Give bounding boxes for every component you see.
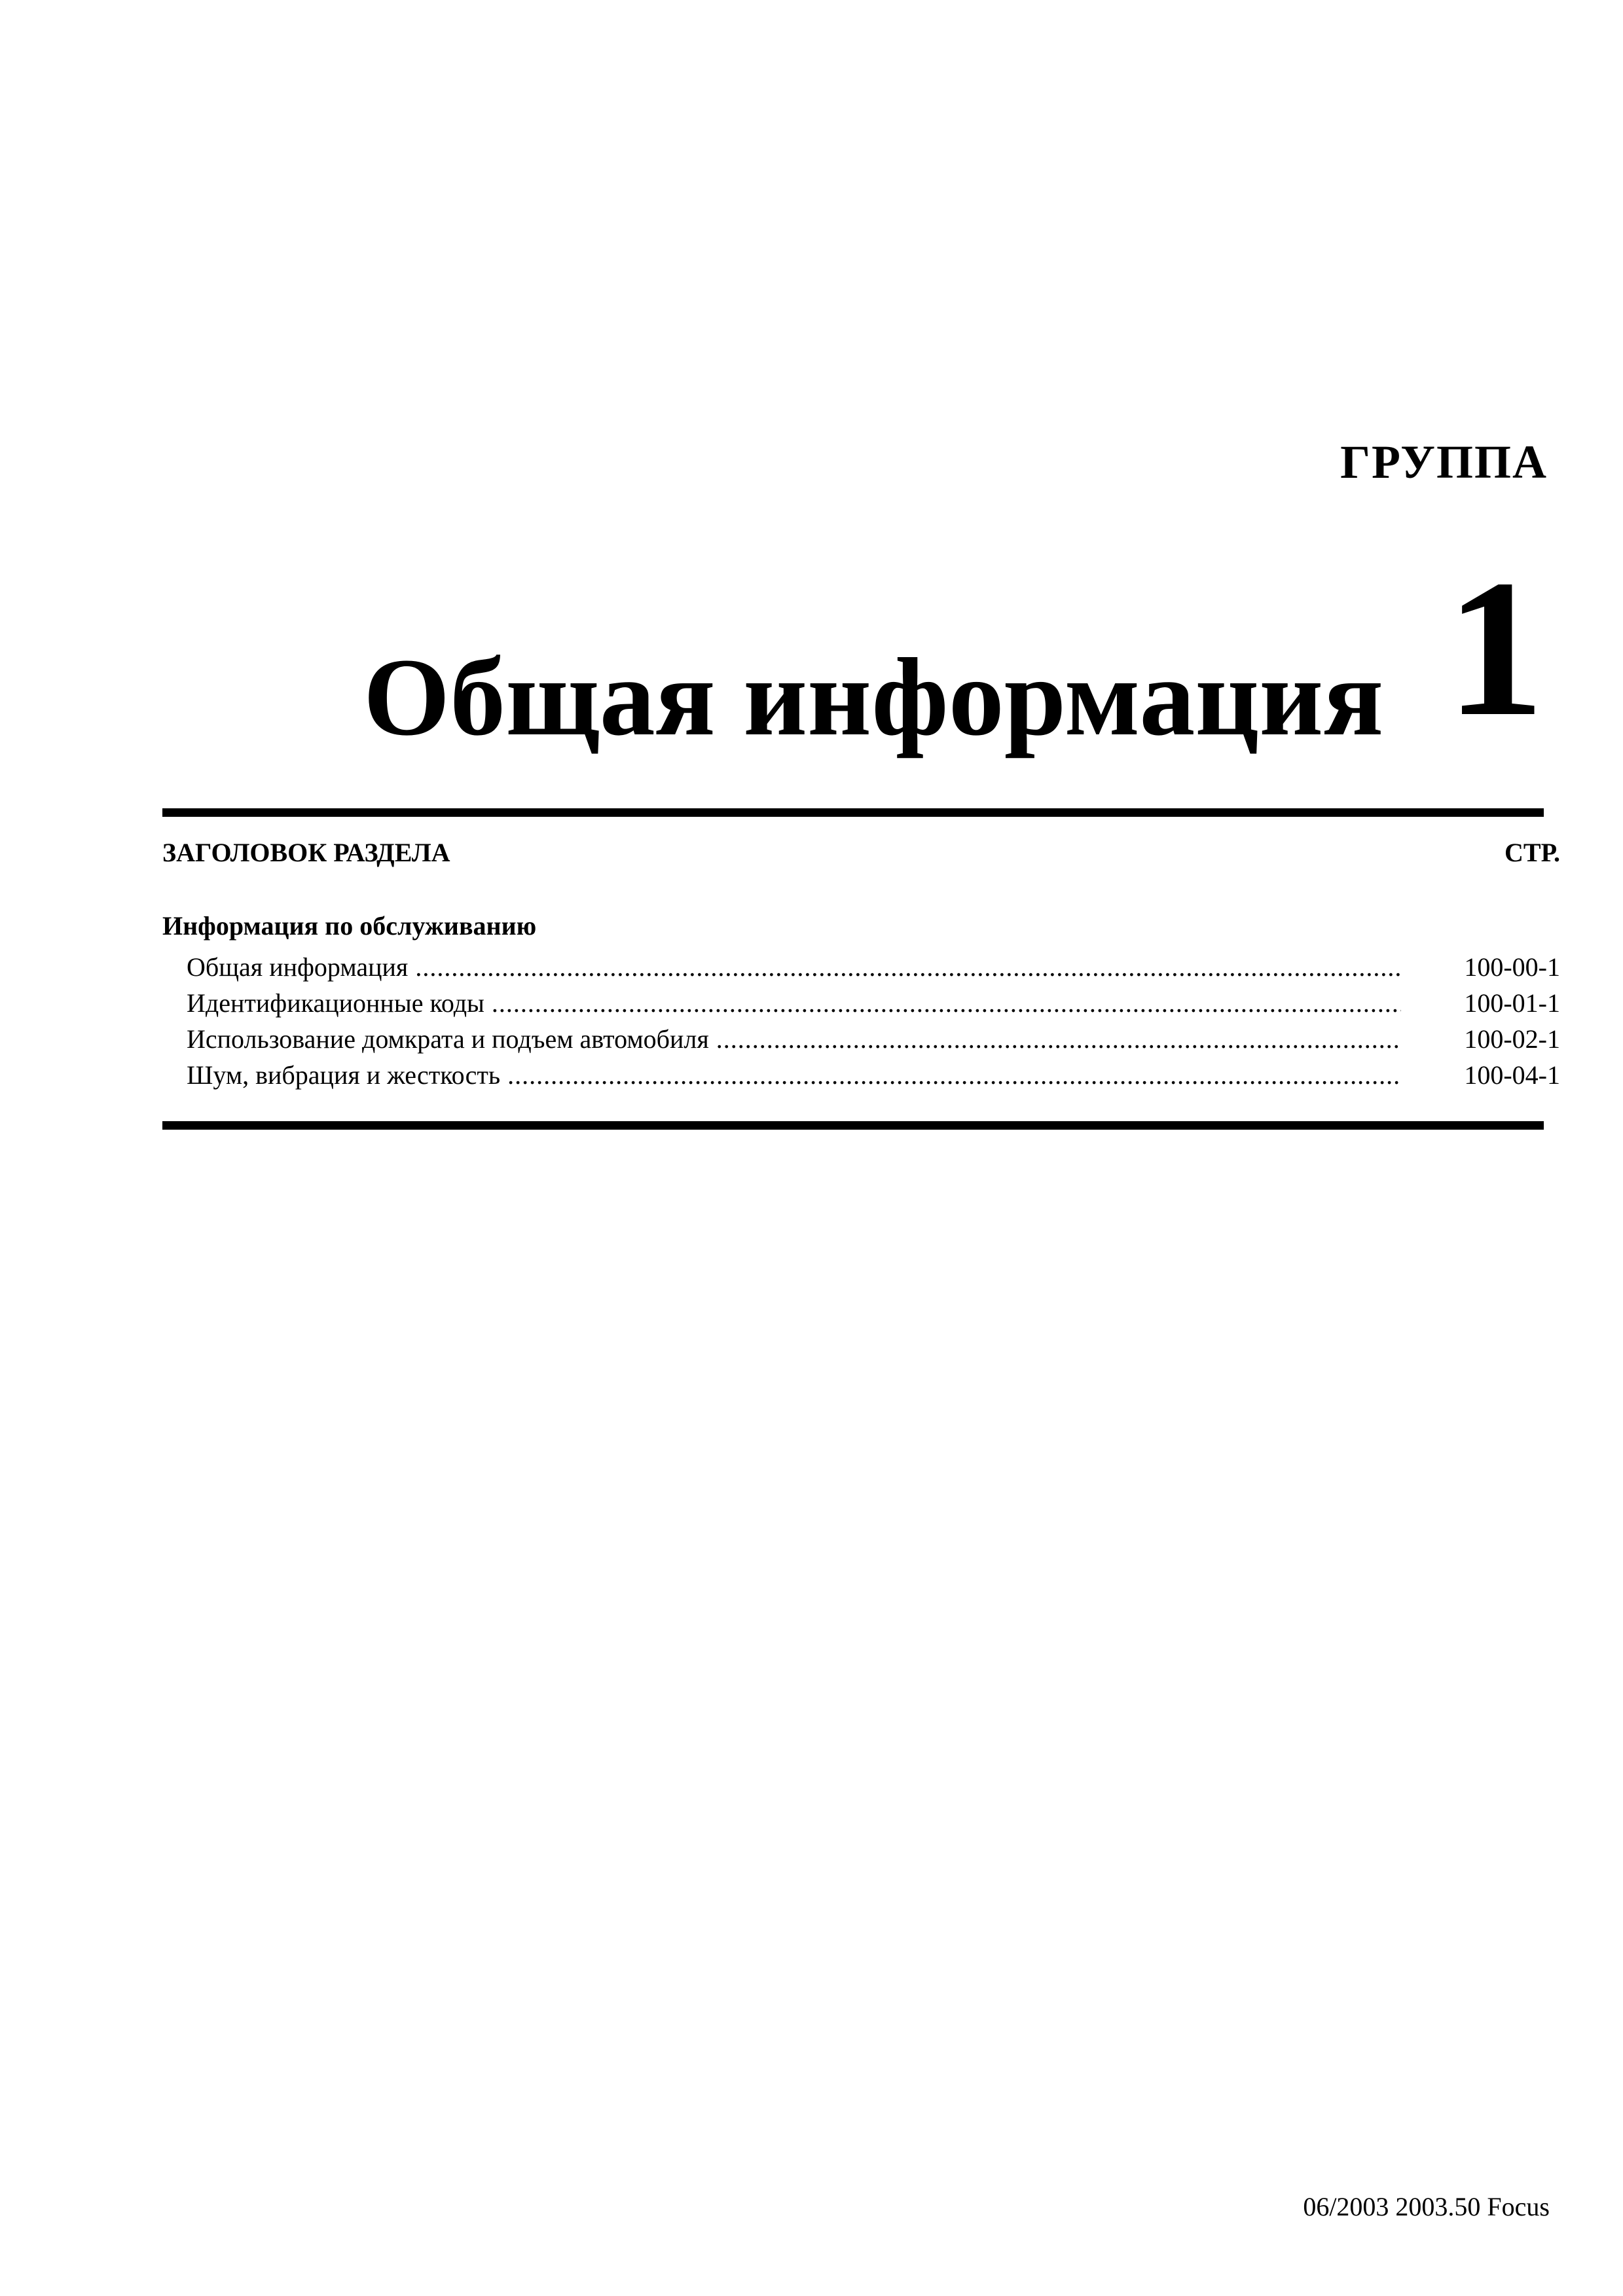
bottom-divider [162,1121,1544,1130]
toc-column-title: ЗАГОЛОВОК РАЗДЕЛА [162,838,450,867]
toc-entry-title: Идентификационные коды ..... [187,985,1401,1021]
toc-entry[interactable] [187,1057,1560,1093]
toc-list [187,949,1560,1093]
toc-entry-title: Общая информация ..... [187,949,1401,985]
toc-entry[interactable] [187,1021,1560,1057]
top-divider [162,808,1544,817]
toc-entry-title: Использование домкрата и подъем автомобиля ..... [187,1021,1401,1057]
toc-column-page: СТР. [1504,838,1560,867]
group-label: ГРУППА [1340,436,1548,488]
toc-entry-page: 100-01-1 [1464,988,1560,1018]
page-title: Общая информация [363,636,1384,759]
toc-entry-page: 100-02-1 [1464,1024,1560,1054]
toc-entry[interactable] [187,949,1560,985]
toc-entry-title: Шум, вибрация и жесткость ..... [187,1057,1401,1093]
group-number: 1 [1446,539,1544,757]
toc-entry-page: 100-04-1 [1464,1060,1560,1090]
footer-publication-info: 06/2003 2003.50 Focus [1303,2192,1550,2221]
toc-entry-page: 100-00-1 [1464,952,1560,982]
toc-entry[interactable] [187,985,1560,1021]
toc-section-title: Информация по обслуживанию [162,911,537,941]
